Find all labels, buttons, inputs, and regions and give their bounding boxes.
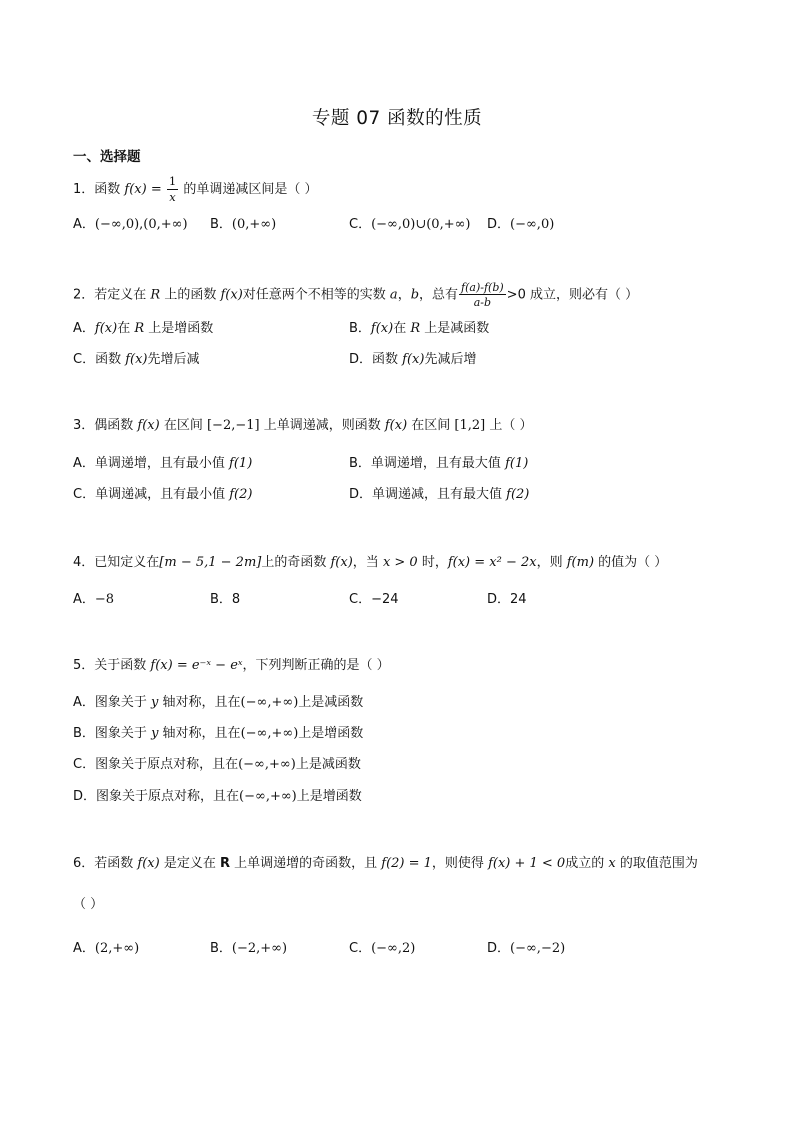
question-text: ，: [397, 287, 411, 303]
option-label: B．: [210, 592, 232, 607]
math-var: a: [389, 287, 398, 303]
question-text: 上单调递减，则函数: [259, 418, 385, 433]
q3-option-c[interactable]: [73, 485, 252, 505]
option-math: (−∞,−2): [510, 941, 566, 956]
q1-option-a[interactable]: [73, 215, 188, 235]
math-var: x: [608, 856, 616, 871]
math-expression: f(x) =: [124, 182, 166, 197]
math-expression: f(x): [384, 418, 408, 433]
question-number: 1．: [73, 182, 95, 197]
option-text: 上是增函数: [298, 726, 364, 741]
q4-option-d[interactable]: [487, 590, 527, 610]
math-expression: f(x) = x² − 2x: [447, 555, 537, 570]
question-text: 的取值范围为: [615, 856, 698, 871]
option-label: D．: [349, 352, 373, 367]
option-text: 上是增函数: [144, 321, 214, 336]
option-text: 上是增函数: [296, 789, 362, 804]
math-expression: f(x): [137, 418, 160, 433]
question-number: 4．: [73, 555, 95, 570]
option-text: 先增后减: [147, 352, 200, 367]
q5-option-c[interactable]: [73, 755, 361, 775]
option-text: 在: [393, 321, 411, 336]
question-text: ，总有: [419, 287, 459, 303]
option-text: 图象关于: [94, 726, 152, 741]
question-text: 的单调递减区间是（ ）: [179, 182, 318, 197]
option-label: A．: [73, 321, 95, 336]
q2-option-d[interactable]: [349, 350, 476, 370]
q4-option-a[interactable]: [73, 590, 114, 610]
q1-option-d[interactable]: [487, 215, 554, 235]
q2-option-a[interactable]: [73, 319, 213, 339]
option-text: 轴对称，且在: [158, 726, 241, 741]
question-text: ，下列判断正确的是（ ）: [242, 658, 390, 673]
option-text: 图象关于原点对称，且在: [95, 757, 239, 772]
q3-option-a[interactable]: [73, 454, 252, 474]
option-text: 图象关于: [94, 695, 152, 710]
q6-option-a[interactable]: [73, 939, 139, 959]
question-text: ，当: [352, 555, 383, 570]
q4-option-c[interactable]: [349, 590, 399, 610]
question-text: 上的奇函数: [261, 555, 331, 570]
option-math: y: [151, 695, 159, 710]
q6-option-b[interactable]: [210, 939, 287, 959]
question-number: 2．: [73, 287, 95, 303]
option-label: C．: [349, 941, 372, 956]
math-expression: f(x): [220, 287, 243, 303]
option-math: (−∞,0): [510, 217, 555, 232]
option-math: f(x): [402, 352, 425, 367]
math-expression: f(x): [137, 856, 160, 871]
question-text: 函数: [94, 182, 125, 197]
question-text: 关于函数: [94, 658, 151, 673]
math-expression: f(x) + 1 < 0: [488, 856, 566, 871]
option-label: A．: [73, 456, 95, 471]
option-math: R: [134, 321, 145, 336]
option-label: B．: [210, 941, 232, 956]
option-text: 先减后增: [424, 352, 477, 367]
option-math: f(1): [505, 456, 529, 471]
option-math: f(2): [506, 487, 530, 502]
option-label: C．: [349, 217, 372, 232]
option-text: 单调递增，且有最大值: [370, 456, 506, 471]
option-text: 上是减函数: [420, 321, 490, 336]
option-label: B．: [210, 217, 232, 232]
option-math: (−2,+∞): [231, 941, 288, 956]
math-var: b: [410, 287, 420, 303]
option-math: (−∞,+∞): [240, 695, 299, 710]
q6-option-c[interactable]: [349, 939, 415, 959]
fraction: [459, 282, 506, 308]
option-math: (−∞,+∞): [238, 757, 296, 772]
option-label: A．: [73, 217, 95, 232]
option-math: f(x): [94, 321, 118, 336]
q2-option-b[interactable]: [349, 319, 489, 339]
math-interval: [1,2]: [454, 418, 486, 433]
q6-option-d[interactable]: [487, 939, 565, 959]
page-title: 专题 07 函数的性质: [311, 108, 483, 129]
option-math: (−∞,0)∪(0,+∞): [371, 217, 471, 232]
question-text: 上的函数: [160, 287, 221, 303]
question-1-stem: [73, 176, 317, 203]
fraction-denominator: x: [169, 189, 176, 204]
question-number: 6．: [73, 856, 95, 871]
option-math: (0,+∞): [231, 217, 277, 232]
math-var: R: [219, 856, 230, 871]
question-6-paren: （ ）: [73, 897, 104, 912]
option-math: f(x): [125, 352, 148, 367]
question-text: ，则: [536, 555, 567, 570]
option-math: (−∞,+∞): [240, 726, 299, 741]
question-text: 时，: [417, 555, 448, 570]
option-math: f(1): [229, 456, 253, 471]
option-text: 上是减函数: [298, 695, 364, 710]
question-text: ，则使得: [431, 856, 489, 871]
question-text: 在区间: [407, 418, 455, 433]
option-label: A．: [73, 592, 95, 607]
math-expression: x > 0: [382, 555, 418, 570]
math-expression: f(x): [330, 555, 353, 570]
option-text: 上是减函数: [295, 757, 361, 772]
option-label: B．: [349, 456, 371, 471]
option-math: 24: [510, 592, 527, 607]
math-interval: [−2,−1]: [206, 418, 260, 433]
option-text: 单调递减，且有最小值: [95, 487, 230, 502]
question-number: 3．: [73, 418, 95, 433]
q1-option-b[interactable]: [210, 215, 276, 235]
q4-option-b[interactable]: [210, 590, 240, 610]
option-label: D．: [487, 592, 511, 607]
option-text: 图象关于原点对称，且在: [96, 789, 240, 804]
option-math: −8: [94, 592, 115, 607]
math-expression: f(2) = 1: [381, 856, 432, 871]
q5-option-b[interactable]: [73, 724, 363, 744]
question-text: 的值为（ ）: [594, 555, 668, 570]
option-label: C．: [73, 757, 96, 772]
question-6-stem: [73, 854, 698, 874]
option-label: A．: [73, 941, 95, 956]
math-expression: f(x) = e⁻ˣ − eˣ: [150, 658, 243, 673]
question-text: 成立的: [565, 856, 609, 871]
fraction-numerator: 1: [168, 174, 177, 188]
option-text: 单调递增，且有最小值: [94, 456, 230, 471]
option-text: 函数: [372, 352, 403, 367]
option-label: C．: [73, 487, 96, 502]
question-text: 在区间: [159, 418, 207, 433]
option-math: (−∞,0),(0,+∞): [94, 217, 188, 232]
option-math: (−∞,+∞): [239, 789, 297, 804]
option-math: (2,+∞): [94, 941, 140, 956]
option-label: D．: [73, 789, 97, 804]
question-5-stem: [73, 656, 390, 676]
option-math: (−∞,2): [371, 941, 416, 956]
option-text: 轴对称，且在: [158, 695, 241, 710]
option-label: C．: [73, 352, 96, 367]
question-text: 是定义在: [159, 856, 220, 871]
question-text: 上单调递增的奇函数，且: [230, 856, 382, 871]
q2-option-c[interactable]: [73, 350, 200, 370]
question-text: 若定义在: [94, 287, 151, 303]
q5-option-a[interactable]: [73, 693, 363, 713]
question-3-stem: [73, 416, 533, 436]
question-text: 上（ ）: [485, 418, 533, 433]
option-text: 单调递减，且有最大值: [372, 487, 507, 502]
option-math: −24: [371, 592, 399, 607]
fraction-numerator: f(a)-f(b): [461, 281, 504, 294]
math-expression: f(m): [566, 555, 595, 570]
option-label: D．: [487, 941, 511, 956]
question-text: 对任意两个不相等的实数: [242, 287, 390, 303]
option-math: f(2): [229, 487, 253, 502]
question-text: 已知定义在: [94, 555, 160, 570]
question-text: >0 成立，则必有（ ）: [506, 287, 639, 303]
option-math: f(x): [370, 321, 394, 336]
option-math: y: [151, 726, 159, 741]
question-text: 偶函数: [94, 418, 138, 433]
option-math: R: [410, 321, 421, 336]
fraction: [167, 176, 178, 203]
q3-option-d[interactable]: [349, 485, 529, 505]
option-text: 在: [117, 321, 135, 336]
fraction-denominator: a-b: [473, 296, 492, 309]
option-label: B．: [73, 726, 95, 741]
q5-option-d[interactable]: [73, 787, 362, 807]
option-label: B．: [349, 321, 371, 336]
math-var: R: [150, 287, 161, 303]
question-4-stem: [73, 553, 667, 573]
option-math: 8: [231, 592, 241, 607]
option-label: A．: [73, 695, 95, 710]
option-label: D．: [487, 217, 511, 232]
math-interval: [m − 5,1 − 2m]: [159, 555, 262, 570]
q3-option-b[interactable]: [349, 454, 528, 474]
option-text: 函数: [95, 352, 126, 367]
q1-option-c[interactable]: [349, 215, 471, 235]
question-2-stem: [73, 282, 638, 308]
question-number: 5．: [73, 658, 95, 673]
section-heading: 一、选择题: [73, 149, 141, 165]
option-label: D．: [349, 487, 373, 502]
question-text: 若函数: [94, 856, 138, 871]
option-label: C．: [349, 592, 372, 607]
